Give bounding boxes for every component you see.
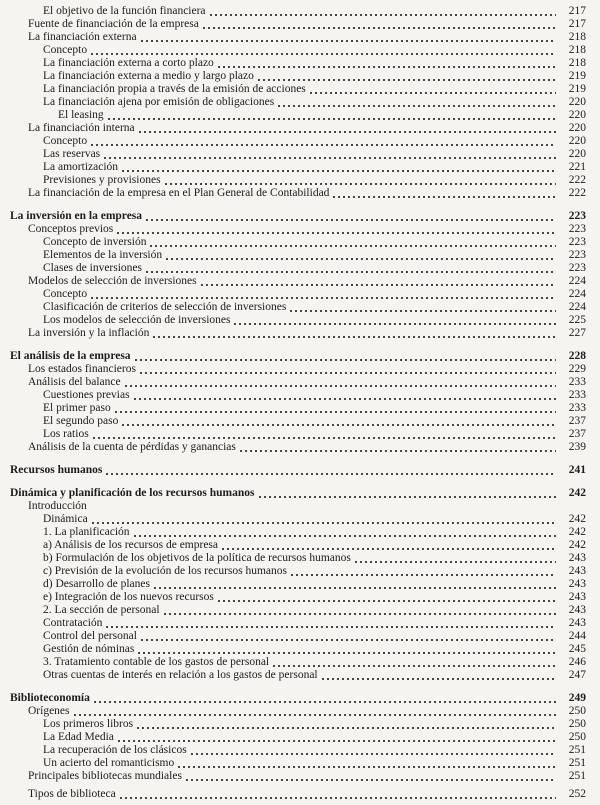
toc-entry (10, 500, 586, 513)
dot-leader (91, 142, 556, 146)
entry-page: 217 (568, 5, 586, 17)
entry-title: Dinámica y planificación de los recursos humanos (10, 487, 255, 499)
entry-title: Análisis de la cuenta de pérdidas y ganancias (28, 441, 236, 453)
toc-entry (10, 376, 586, 389)
entry-title: La inversión y la inflación (28, 327, 150, 339)
toc-entry (10, 788, 586, 801)
entry-title: Elementos de la inversión (43, 249, 163, 261)
dot-leader (218, 64, 556, 68)
entry-title: Biblioteconomía (10, 692, 90, 704)
dot-leader (234, 321, 556, 325)
entry-title: Los primeros libros (43, 718, 134, 730)
dot-leader (134, 396, 556, 400)
entry-title: El segundo paso (43, 415, 119, 427)
entry-page: 251 (568, 757, 586, 769)
dot-leader (120, 795, 556, 799)
entry-page: 224 (568, 288, 586, 300)
entry-title: Principales bibliotecas mundiales (28, 770, 182, 782)
entry-title: La Edad Media (43, 731, 114, 743)
entry-title: Concepto de inversión (43, 236, 147, 248)
entry-title: b) Formulación de los objetivos de la política de recursos humanos (43, 552, 351, 564)
toc-entry (10, 617, 586, 630)
dot-leader (191, 751, 556, 755)
toc-entry (10, 314, 586, 327)
dot-leader (218, 598, 556, 602)
entry-page: 223 (568, 210, 586, 222)
dot-leader (278, 103, 556, 107)
toc-entry (10, 464, 586, 477)
entry-title: Introducción (28, 500, 87, 512)
toc-entry (10, 389, 586, 402)
entry-page: 233 (568, 402, 586, 414)
entry-title: d) Desarrollo de planes (43, 578, 150, 590)
toc-entry (10, 363, 586, 376)
entry-title: c) Previsión de la evolución de los recursos humanos (43, 565, 287, 577)
toc-entry (10, 744, 586, 757)
entry-title: Concepto (43, 135, 88, 147)
dot-leader (178, 764, 556, 768)
entry-page: 247 (568, 669, 586, 681)
toc-entry (10, 757, 586, 770)
dot-leader (146, 269, 556, 273)
entry-title: Gestión de nóminas (43, 643, 135, 655)
dot-leader (165, 181, 556, 185)
entry-page: 252 (568, 788, 586, 800)
dot-leader (290, 308, 556, 312)
dot-leader (258, 77, 556, 81)
entry-page: 219 (568, 70, 586, 82)
dot-leader (322, 676, 556, 680)
entry-page: 250 (568, 705, 586, 717)
entry-title: Conceptos previos (28, 223, 114, 235)
entry-page: 242 (568, 526, 586, 538)
toc-entry (10, 692, 586, 705)
dot-leader (115, 409, 556, 413)
entry-page: 246 (568, 656, 586, 668)
entry-title: La financiación externa a corto plazo (43, 57, 214, 69)
entry-title: Previsiones y provisiones (43, 174, 161, 186)
dot-leader (333, 194, 556, 198)
toc-entry (10, 350, 586, 363)
entry-page: 220 (568, 148, 586, 160)
toc-entry (10, 643, 586, 656)
toc-entry (10, 705, 586, 718)
toc-entry (10, 122, 586, 135)
dot-leader (92, 520, 556, 524)
dot-leader (201, 282, 556, 286)
entry-title: Recursos humanos (10, 464, 103, 476)
entry-title: El análisis de la empresa (10, 350, 131, 362)
entry-page: 251 (568, 770, 586, 782)
entry-title: Clasificación de criterios de selección de inversiones (43, 301, 287, 313)
entry-title: Dinámica (43, 513, 88, 525)
dot-leader (273, 663, 556, 667)
dot-leader (150, 243, 556, 247)
toc-entry (10, 539, 586, 552)
entry-page: 218 (568, 31, 586, 43)
entry-title: La financiación externa a medio y largo plazo (43, 70, 254, 82)
entry-page: 222 (568, 187, 586, 199)
toc-entry (10, 187, 586, 200)
toc-entry (10, 223, 586, 236)
entry-title: Clases de inversiones (43, 262, 143, 274)
dot-leader (91, 295, 556, 299)
dot-leader (355, 559, 556, 563)
toc-entry (10, 327, 586, 340)
toc-entry (10, 441, 586, 454)
entry-page: 242 (568, 513, 586, 525)
entry-title: La financiación interna (28, 122, 135, 134)
entry-title: 3. Tratamiento contable de los gastos de personal (43, 656, 270, 668)
dot-leader (125, 383, 556, 387)
entry-page: 241 (568, 464, 586, 476)
entry-page: 227 (568, 327, 586, 339)
entry-title: Concepto (43, 44, 88, 56)
toc-entry (10, 174, 586, 187)
entry-page: 233 (568, 389, 586, 401)
entry-title: Orígenes (28, 705, 70, 717)
toc-entry (10, 415, 586, 428)
dot-leader (122, 168, 556, 172)
dot-leader (146, 217, 556, 221)
entry-page: 251 (568, 744, 586, 756)
toc-entry (10, 57, 586, 70)
dot-leader (106, 624, 556, 628)
entry-title: Concepto (43, 288, 88, 300)
dot-leader (310, 90, 556, 94)
dot-leader (210, 12, 556, 16)
entry-page: 249 (568, 692, 586, 704)
toc-entry (10, 513, 586, 526)
entry-page: 223 (568, 236, 586, 248)
toc-entry (10, 565, 586, 578)
dot-leader (106, 471, 556, 475)
entry-title: Las reservas (43, 148, 101, 160)
toc-entry (10, 148, 586, 161)
dot-leader (117, 230, 556, 234)
toc-entry (10, 552, 586, 565)
entry-page: 223 (568, 249, 586, 261)
entry-page: 243 (568, 617, 586, 629)
entry-title: La recuperación de los clásicos (43, 744, 187, 756)
entry-title: Tipos de biblioteca (28, 788, 116, 800)
dot-leader (154, 585, 556, 589)
toc-entry (10, 109, 586, 122)
entry-title: Análisis del balance (28, 376, 121, 388)
toc-entry (10, 604, 586, 617)
entry-page: 218 (568, 44, 586, 56)
entry-page: 250 (568, 731, 586, 743)
entry-title: La financiación propia a través de la emisión de acciones (43, 83, 306, 95)
entry-title: Los modelos de selección de inversiones (43, 314, 231, 326)
entry-page: 242 (568, 539, 586, 551)
toc-entry (10, 718, 586, 731)
entry-title: Modelos de selección de inversiones (28, 275, 197, 287)
entry-page: 237 (568, 415, 586, 427)
toc-entry (10, 288, 586, 301)
dot-leader (93, 435, 556, 439)
entry-page: 219 (568, 83, 586, 95)
entry-page: 243 (568, 578, 586, 590)
entry-page: 220 (568, 135, 586, 147)
toc-entry (10, 656, 586, 669)
dot-leader (118, 738, 556, 742)
toc-entry (10, 83, 586, 96)
dot-leader (134, 533, 556, 537)
entry-page: 244 (568, 630, 586, 642)
dot-leader (222, 546, 556, 550)
entry-page: 237 (568, 428, 586, 440)
toc-entry (10, 578, 586, 591)
entry-title: La financiación externa (28, 31, 137, 43)
toc-entry (10, 669, 586, 682)
toc-entry (10, 31, 586, 44)
dot-leader (91, 51, 556, 55)
entry-title: Contratación (43, 617, 103, 629)
toc-entry (10, 731, 586, 744)
toc-entry (10, 70, 586, 83)
toc-entry (10, 301, 586, 314)
toc-entry (10, 526, 586, 539)
dot-leader (141, 38, 556, 42)
toc-entry (10, 161, 586, 174)
entry-page: 243 (568, 604, 586, 616)
dot-leader (139, 129, 556, 133)
toc-entry (10, 5, 586, 18)
toc-entry (10, 96, 586, 109)
entry-title: 1. La planificación (43, 526, 130, 538)
entry-page: 223 (568, 223, 586, 235)
toc-entry (10, 402, 586, 415)
entry-title: Otras cuentas de interés en relación a los gastos de personal (43, 669, 318, 681)
entry-title: Un acierto del romanticismo (43, 757, 175, 769)
toc-entry (10, 428, 586, 441)
entry-page: 250 (568, 718, 586, 730)
toc-entry (10, 591, 586, 604)
entry-title: El leasing (58, 109, 104, 121)
entry-page: 225 (568, 314, 586, 326)
entry-title: Cuestiones previas (43, 389, 130, 401)
entry-title: El objetivo de la función financiera (43, 5, 206, 17)
toc-entry (10, 249, 586, 262)
entry-title: e) Integración de los nuevos recursos (43, 591, 214, 603)
entry-page: 224 (568, 275, 586, 287)
toc-entry (10, 262, 586, 275)
dot-leader (140, 370, 556, 374)
entry-page: 245 (568, 643, 586, 655)
entry-page: 233 (568, 376, 586, 388)
toc-entry (10, 630, 586, 643)
entry-title: Fuente de financiación de la empresa (28, 18, 199, 30)
dot-leader (240, 448, 556, 452)
entry-title: Control del personal (43, 630, 137, 642)
entry-page: 221 (568, 161, 586, 173)
dot-leader (291, 572, 556, 576)
toc-list (10, 5, 586, 801)
toc-entry (10, 44, 586, 57)
dot-leader (74, 712, 556, 716)
toc-entry (10, 770, 586, 783)
entry-page: 220 (568, 109, 586, 121)
toc-entry (10, 487, 586, 500)
entry-page: 218 (568, 57, 586, 69)
entry-page: 239 (568, 441, 586, 453)
toc-entry (10, 210, 586, 223)
toc-entry (10, 18, 586, 31)
entry-title: Los ratios (43, 428, 89, 440)
entry-title: La inversión en la empresa (10, 210, 143, 222)
entry-title: La amortización (43, 161, 119, 173)
entry-page: 220 (568, 96, 586, 108)
entry-title: La financiación de la empresa en el Plan General de Contabilidad (28, 187, 330, 199)
entry-title: 2. La sección de personal (43, 604, 160, 616)
dot-leader (153, 334, 556, 338)
dot-leader (259, 494, 557, 498)
entry-page: 224 (568, 301, 586, 313)
entry-page: 220 (568, 122, 586, 134)
entry-page: 243 (568, 552, 586, 564)
dot-leader (104, 155, 556, 159)
dot-leader (94, 699, 556, 703)
dot-leader (166, 256, 556, 260)
entry-page: 217 (568, 18, 586, 30)
dot-leader (138, 650, 556, 654)
entry-page: 228 (568, 350, 586, 362)
dot-leader (137, 725, 556, 729)
entry-title: La financiación ajena por emisión de obligaciones (43, 96, 275, 108)
entry-page: 229 (568, 363, 586, 375)
entry-page: 242 (568, 487, 586, 499)
dot-leader (186, 777, 556, 781)
entry-page: 243 (568, 591, 586, 603)
dot-leader (108, 116, 556, 120)
dot-leader (141, 637, 556, 641)
toc-entry (10, 236, 586, 249)
toc-entry (10, 275, 586, 288)
dot-leader (203, 25, 556, 29)
entry-title: El primer paso (43, 402, 111, 414)
entry-title: a) Análisis de los recursos de empresa (43, 539, 219, 551)
dot-leader (164, 611, 556, 615)
dot-leader (122, 422, 556, 426)
entry-title: Los estados financieros (28, 363, 136, 375)
entry-page: 222 (568, 174, 586, 186)
entry-page: 243 (568, 565, 586, 577)
entry-page: 223 (568, 262, 586, 274)
toc-entry (10, 135, 586, 148)
dot-leader (135, 357, 556, 361)
